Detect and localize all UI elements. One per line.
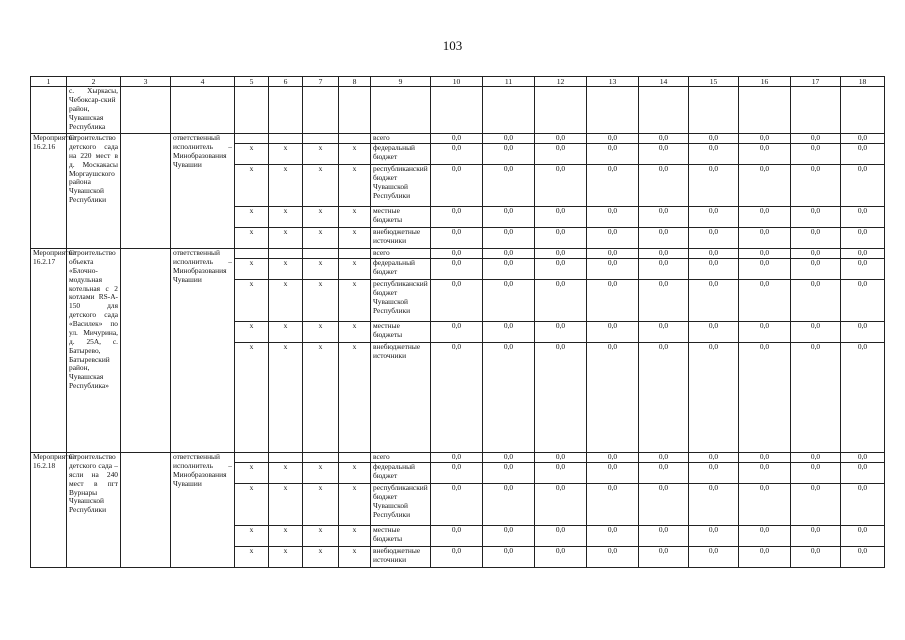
funding-source: внебюджетные источники xyxy=(371,228,431,249)
value-cell: 0,0 xyxy=(587,249,639,259)
funding-source: местные бюджеты xyxy=(371,322,431,343)
value-cell: 0,0 xyxy=(587,463,639,484)
funding-source: федеральный бюджет xyxy=(371,144,431,165)
value-cell: 0,0 xyxy=(739,463,791,484)
value-cell: 0,0 xyxy=(689,547,739,568)
value-cell: 0,0 xyxy=(791,144,841,165)
code-cell: x xyxy=(269,259,303,280)
code-cell: x xyxy=(235,463,269,484)
code-cell: x xyxy=(235,207,269,228)
value-cell: 0,0 xyxy=(535,259,587,280)
funding-source: республиканский бюджет Чувашской Республики xyxy=(371,484,431,526)
value-cell: 0,0 xyxy=(483,249,535,259)
code-cell xyxy=(269,249,303,259)
code-cell: x xyxy=(235,526,269,547)
code-cell: x xyxy=(235,228,269,249)
value-cell: 0,0 xyxy=(483,207,535,228)
code-cell: x xyxy=(269,228,303,249)
code-cell: x xyxy=(339,280,371,322)
value-cell: 0,0 xyxy=(739,165,791,207)
empty-cell xyxy=(121,249,171,453)
funding-source: всего xyxy=(371,453,431,463)
executor: ответственный исполнитель – Минобразования Чувашии xyxy=(171,249,235,453)
value-cell: 0,0 xyxy=(739,207,791,228)
code-cell: x xyxy=(339,165,371,207)
value-cell: 0,0 xyxy=(689,249,739,259)
value-cell: 0,0 xyxy=(791,343,841,453)
value-cell: 0,0 xyxy=(535,463,587,484)
value-cell: 0,0 xyxy=(739,484,791,526)
value-cell: 0,0 xyxy=(791,547,841,568)
value-cell: 0,0 xyxy=(791,228,841,249)
value-cell: 0,0 xyxy=(841,463,885,484)
code-cell: x xyxy=(269,280,303,322)
value-cell: 0,0 xyxy=(431,228,483,249)
empty-cell xyxy=(121,453,171,568)
value-cell: 0,0 xyxy=(483,453,535,463)
value-cell: 0,0 xyxy=(587,144,639,165)
code-cell: x xyxy=(303,280,339,322)
col-header: 16 xyxy=(739,77,791,87)
value-cell: 0,0 xyxy=(639,259,689,280)
value-cell: 0,0 xyxy=(639,165,689,207)
value-cell: 0,0 xyxy=(639,228,689,249)
code-cell: x xyxy=(303,322,339,343)
value-cell: 0,0 xyxy=(483,134,535,144)
value-cell: 0,0 xyxy=(639,453,689,463)
value-cell: 0,0 xyxy=(587,484,639,526)
value-cell: 0,0 xyxy=(587,280,639,322)
col-header: 13 xyxy=(587,77,639,87)
code-cell: x xyxy=(235,547,269,568)
value-cell: 0,0 xyxy=(841,259,885,280)
value-cell: 0,0 xyxy=(841,165,885,207)
code-cell: x xyxy=(235,322,269,343)
funding-source: местные бюджеты xyxy=(371,207,431,228)
value-cell: 0,0 xyxy=(639,134,689,144)
measure-label: Мероприятие 16.2.17 xyxy=(31,249,67,453)
code-cell xyxy=(339,134,371,144)
value-cell: 0,0 xyxy=(535,249,587,259)
value-cell: 0,0 xyxy=(739,228,791,249)
col-header: 2 xyxy=(67,77,121,87)
code-cell xyxy=(269,453,303,463)
value-cell: 0,0 xyxy=(431,280,483,322)
funding-source: внебюджетные источники xyxy=(371,547,431,568)
col-header: 9 xyxy=(371,77,431,87)
value-cell: 0,0 xyxy=(689,280,739,322)
value-cell: 0,0 xyxy=(431,134,483,144)
value-cell: 0,0 xyxy=(535,526,587,547)
code-cell: x xyxy=(269,463,303,484)
value-cell: 0,0 xyxy=(639,463,689,484)
value-cell: 0,0 xyxy=(483,322,535,343)
value-cell: 0,0 xyxy=(841,249,885,259)
value-cell: 0,0 xyxy=(431,144,483,165)
value-cell: 0,0 xyxy=(791,280,841,322)
value-cell: 0,0 xyxy=(639,207,689,228)
col-header: 17 xyxy=(791,77,841,87)
executor: ответственный исполнитель – Минобразования Чувашии xyxy=(171,453,235,568)
value-cell: 0,0 xyxy=(431,484,483,526)
value-cell: 0,0 xyxy=(841,526,885,547)
value-cell: 0,0 xyxy=(841,228,885,249)
value-cell: 0,0 xyxy=(689,134,739,144)
value-cell: 0,0 xyxy=(739,526,791,547)
value-cell: 0,0 xyxy=(483,280,535,322)
value-cell: 0,0 xyxy=(431,343,483,453)
code-cell xyxy=(339,453,371,463)
measure-name: Строительство детского сада на 220 мест в д. Москакасы Моргаушского района Чувашской Республики xyxy=(67,134,121,249)
col-header: 6 xyxy=(269,77,303,87)
value-cell: 0,0 xyxy=(639,249,689,259)
value-cell: 0,0 xyxy=(739,453,791,463)
value-cell: 0,0 xyxy=(841,453,885,463)
value-cell: 0,0 xyxy=(841,280,885,322)
value-cell: 0,0 xyxy=(689,207,739,228)
executor: ответственный исполнитель – Минобразования Чувашии xyxy=(171,134,235,249)
code-cell: x xyxy=(269,526,303,547)
value-cell: 0,0 xyxy=(739,343,791,453)
value-cell: 0,0 xyxy=(639,484,689,526)
value-cell: 0,0 xyxy=(587,343,639,453)
value-cell: 0,0 xyxy=(639,322,689,343)
value-cell: 0,0 xyxy=(791,259,841,280)
code-cell: x xyxy=(269,547,303,568)
value-cell: 0,0 xyxy=(587,165,639,207)
value-cell: 0,0 xyxy=(841,484,885,526)
value-cell: 0,0 xyxy=(689,463,739,484)
col-header: 12 xyxy=(535,77,587,87)
value-cell: 0,0 xyxy=(791,463,841,484)
code-cell: x xyxy=(269,343,303,453)
code-cell: x xyxy=(339,463,371,484)
code-cell: x xyxy=(269,207,303,228)
value-cell: 0,0 xyxy=(689,322,739,343)
code-cell xyxy=(339,249,371,259)
value-cell: 0,0 xyxy=(431,207,483,228)
table-row xyxy=(31,134,885,144)
col-header: 8 xyxy=(339,77,371,87)
value-cell: 0,0 xyxy=(535,134,587,144)
value-cell: 0,0 xyxy=(431,526,483,547)
value-cell: 0,0 xyxy=(483,463,535,484)
code-cell: x xyxy=(303,144,339,165)
code-cell: x xyxy=(303,207,339,228)
value-cell: 0,0 xyxy=(841,322,885,343)
code-cell: x xyxy=(303,484,339,526)
value-cell: 0,0 xyxy=(841,547,885,568)
code-cell: x xyxy=(269,322,303,343)
code-cell xyxy=(303,453,339,463)
value-cell: 0,0 xyxy=(739,322,791,343)
value-cell: 0,0 xyxy=(483,144,535,165)
col-header: 1 xyxy=(31,77,67,87)
code-cell: x xyxy=(303,526,339,547)
value-cell: 0,0 xyxy=(791,322,841,343)
col-header: 7 xyxy=(303,77,339,87)
col-header: 14 xyxy=(639,77,689,87)
value-cell: 0,0 xyxy=(587,526,639,547)
code-cell: x xyxy=(303,165,339,207)
code-cell: x xyxy=(303,259,339,280)
value-cell: 0,0 xyxy=(689,259,739,280)
value-cell: 0,0 xyxy=(431,547,483,568)
funding-source: местные бюджеты xyxy=(371,526,431,547)
code-cell: x xyxy=(339,322,371,343)
code-cell: x xyxy=(269,144,303,165)
value-cell: 0,0 xyxy=(791,453,841,463)
value-cell: 0,0 xyxy=(739,259,791,280)
value-cell: 0,0 xyxy=(689,453,739,463)
table-row xyxy=(31,453,885,463)
empty-cell xyxy=(121,134,171,249)
value-cell: 0,0 xyxy=(535,165,587,207)
code-cell: x xyxy=(235,484,269,526)
budget-table xyxy=(30,76,885,568)
value-cell: 0,0 xyxy=(535,547,587,568)
code-cell xyxy=(235,249,269,259)
value-cell: 0,0 xyxy=(689,343,739,453)
code-cell: x xyxy=(235,343,269,453)
value-cell: 0,0 xyxy=(639,280,689,322)
value-cell: 0,0 xyxy=(841,207,885,228)
header-row xyxy=(31,77,885,87)
code-cell xyxy=(235,453,269,463)
code-cell: x xyxy=(339,259,371,280)
funding-source: всего xyxy=(371,134,431,144)
value-cell: 0,0 xyxy=(535,322,587,343)
col-header: 18 xyxy=(841,77,885,87)
value-cell: 0,0 xyxy=(639,144,689,165)
funding-source: внебюджетные источники xyxy=(371,343,431,453)
code-cell: x xyxy=(303,228,339,249)
value-cell: 0,0 xyxy=(791,526,841,547)
value-cell: 0,0 xyxy=(639,526,689,547)
code-cell: x xyxy=(339,228,371,249)
value-cell: 0,0 xyxy=(535,453,587,463)
value-cell: 0,0 xyxy=(431,322,483,343)
value-cell: 0,0 xyxy=(587,228,639,249)
value-cell: 0,0 xyxy=(535,228,587,249)
measure-name: Строительство объекта «Блочно-модульная котельная с 2 котлами RS-A-150 для детского сада «Василек» по ул. Мичурина, д. 25А, с. Батырево, Батыревский район, Чувашская Республика» xyxy=(67,249,121,453)
col-header: 4 xyxy=(171,77,235,87)
value-cell: 0,0 xyxy=(483,228,535,249)
value-cell: 0,0 xyxy=(689,228,739,249)
value-cell: 0,0 xyxy=(639,343,689,453)
code-cell xyxy=(235,134,269,144)
code-cell: x xyxy=(303,343,339,453)
code-cell: x xyxy=(339,343,371,453)
code-cell: x xyxy=(339,207,371,228)
value-cell: 0,0 xyxy=(483,526,535,547)
value-cell: 0,0 xyxy=(587,134,639,144)
value-cell: 0,0 xyxy=(841,343,885,453)
value-cell: 0,0 xyxy=(841,144,885,165)
value-cell: 0,0 xyxy=(791,249,841,259)
value-cell: 0,0 xyxy=(791,134,841,144)
value-cell: 0,0 xyxy=(431,165,483,207)
measure-label: Мероприятие 16.2.16 xyxy=(31,134,67,249)
code-cell: x xyxy=(339,547,371,568)
col-header: 5 xyxy=(235,77,269,87)
col-header: 11 xyxy=(483,77,535,87)
value-cell: 0,0 xyxy=(431,249,483,259)
value-cell: 0,0 xyxy=(587,453,639,463)
value-cell: 0,0 xyxy=(535,484,587,526)
value-cell: 0,0 xyxy=(841,134,885,144)
measure-label: Мероприятие 16.2.18 xyxy=(31,453,67,568)
value-cell: 0,0 xyxy=(431,463,483,484)
code-cell: x xyxy=(339,526,371,547)
measure-name: Строительство детского сада – ясли на 240 мест в пгт Вурнары Чувашской Республики xyxy=(67,453,121,568)
value-cell: 0,0 xyxy=(587,322,639,343)
code-cell: x xyxy=(303,463,339,484)
continuation-text: с. Хыркасы, Чебоксар-ский район, Чувашская Республика xyxy=(67,87,121,134)
code-cell: x xyxy=(303,547,339,568)
value-cell: 0,0 xyxy=(791,484,841,526)
code-cell: x xyxy=(339,484,371,526)
value-cell: 0,0 xyxy=(535,144,587,165)
value-cell: 0,0 xyxy=(689,165,739,207)
continuation-row xyxy=(31,87,885,134)
value-cell: 0,0 xyxy=(739,547,791,568)
value-cell: 0,0 xyxy=(739,144,791,165)
page-number: 103 xyxy=(442,38,463,53)
col-header: 15 xyxy=(689,77,739,87)
value-cell: 0,0 xyxy=(483,259,535,280)
col-header: 10 xyxy=(431,77,483,87)
code-cell: x xyxy=(269,165,303,207)
value-cell: 0,0 xyxy=(689,144,739,165)
value-cell: 0,0 xyxy=(739,249,791,259)
col-header: 3 xyxy=(121,77,171,87)
funding-source: республиканский бюджет Чувашской Республики xyxy=(371,165,431,207)
value-cell: 0,0 xyxy=(791,165,841,207)
value-cell: 0,0 xyxy=(483,484,535,526)
funding-source: федеральный бюджет xyxy=(371,259,431,280)
code-cell: x xyxy=(235,144,269,165)
code-cell: x xyxy=(235,165,269,207)
funding-source: всего xyxy=(371,249,431,259)
value-cell: 0,0 xyxy=(431,453,483,463)
value-cell: 0,0 xyxy=(739,134,791,144)
code-cell: x xyxy=(235,259,269,280)
code-cell: x xyxy=(235,280,269,322)
value-cell: 0,0 xyxy=(587,547,639,568)
code-cell: x xyxy=(339,144,371,165)
code-cell: x xyxy=(269,484,303,526)
value-cell: 0,0 xyxy=(535,280,587,322)
value-cell: 0,0 xyxy=(739,280,791,322)
value-cell: 0,0 xyxy=(689,526,739,547)
code-cell xyxy=(303,249,339,259)
code-cell xyxy=(269,134,303,144)
table-row xyxy=(31,249,885,259)
value-cell: 0,0 xyxy=(791,207,841,228)
value-cell: 0,0 xyxy=(483,165,535,207)
table-body xyxy=(31,87,885,568)
value-cell: 0,0 xyxy=(483,343,535,453)
value-cell: 0,0 xyxy=(639,547,689,568)
value-cell: 0,0 xyxy=(535,343,587,453)
value-cell: 0,0 xyxy=(535,207,587,228)
code-cell xyxy=(303,134,339,144)
value-cell: 0,0 xyxy=(431,259,483,280)
funding-source: республиканский бюджет Чувашской Республики xyxy=(371,280,431,322)
funding-source: федеральный бюджет xyxy=(371,463,431,484)
value-cell: 0,0 xyxy=(483,547,535,568)
value-cell: 0,0 xyxy=(587,207,639,228)
value-cell: 0,0 xyxy=(689,484,739,526)
value-cell: 0,0 xyxy=(587,259,639,280)
